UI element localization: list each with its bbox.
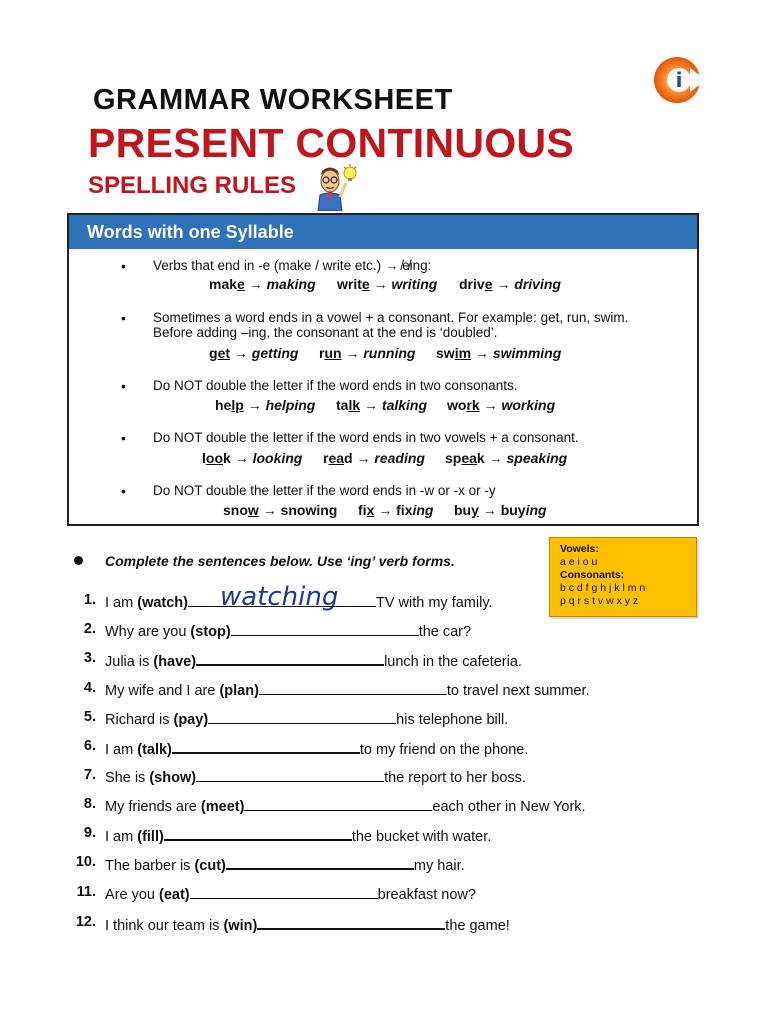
spelling-rules-box xyxy=(67,213,699,526)
sentence-number: 10. xyxy=(75,854,96,870)
verb-prompt: (have) xyxy=(153,654,197,670)
sentence-number: 7. xyxy=(83,767,96,783)
verb-prompt: (win) xyxy=(223,918,258,934)
sentence-end: the report to her boss. xyxy=(384,770,526,786)
answer-blank[interactable] xyxy=(208,709,396,724)
answer-blank[interactable] xyxy=(231,621,419,636)
rule-1-example-1: make → making xyxy=(209,276,316,292)
sentence-number: 3. xyxy=(83,650,96,666)
answer-blank[interactable] xyxy=(172,738,360,754)
sentence-text xyxy=(105,767,526,786)
answer-blank[interactable] xyxy=(259,680,447,695)
sentence-start: I am xyxy=(105,829,138,845)
sentence-text xyxy=(105,650,522,670)
sentence-text xyxy=(105,854,465,874)
teacher-lightbulb-icon xyxy=(310,163,358,211)
sentence-end: to my friend on the phone. xyxy=(359,742,529,758)
sentence-start: Why are you xyxy=(105,624,191,640)
rule-1-example-2: write → writing xyxy=(337,276,438,292)
verb-prompt: (show) xyxy=(149,770,197,786)
sentence-number: 9. xyxy=(83,825,96,841)
answer-blank[interactable] xyxy=(196,650,384,666)
sentence-text xyxy=(105,796,586,815)
rule-2-example-1: get → getting xyxy=(209,345,299,361)
sentence-number: 6. xyxy=(83,738,96,754)
answer-blank[interactable] xyxy=(164,825,352,841)
sentence-text xyxy=(105,738,528,758)
answer-blank[interactable] xyxy=(188,592,376,607)
worksheet-title: GRAMMAR WORKSHEET xyxy=(93,84,453,116)
rule-5-text: Do NOT double the letter if the word ends in -w or -x or -y xyxy=(153,483,496,498)
sentence-start: Richard is xyxy=(105,712,174,728)
bullet: • xyxy=(121,378,126,394)
rule-5-example-1: snow → snowing xyxy=(223,502,338,518)
sentence-text xyxy=(105,884,476,903)
sentence-end: TV with my family. xyxy=(375,595,493,611)
sentence-end: lunch in the cafeteria. xyxy=(384,654,522,670)
bullet: • xyxy=(121,483,126,499)
verb-prompt: (cut) xyxy=(194,858,226,874)
rule-3-example-1: help → helping xyxy=(215,397,316,413)
sentence-text xyxy=(105,914,510,934)
bullet: • xyxy=(121,310,126,326)
rule-5-example-2: fix → fixing xyxy=(358,502,434,518)
bullet: • xyxy=(121,258,126,274)
sentence-text xyxy=(105,709,508,728)
sentence-end: the bucket with water. xyxy=(351,829,492,845)
sentence-end: each other in New York. xyxy=(432,799,586,815)
sentence-text xyxy=(105,592,493,611)
rule-1-text: Verbs that end in -e (make / write etc.) → ̸e̸ing: xyxy=(153,258,432,273)
sentence-number: 11. xyxy=(76,884,96,900)
rule-1-example-3: drive → driving xyxy=(459,276,561,292)
rule-2-text: Sometimes a word ends in a vowel + a consonant. For example: get, run, swim. xyxy=(153,310,629,325)
rule-3-example-2: talk → talking xyxy=(336,397,428,413)
rule-4-example-2: read → reading xyxy=(323,450,425,466)
verb-prompt: (eat) xyxy=(159,887,190,903)
sentence-number: 8. xyxy=(83,796,96,812)
sentence-end: his telephone bill. xyxy=(396,712,509,728)
sentence-start: Are you xyxy=(105,887,159,903)
rule-5-example-3: buy → buying xyxy=(454,502,547,518)
answer-blank[interactable] xyxy=(190,884,378,899)
sentence-end: my hair. xyxy=(413,858,465,874)
rule-3-text: Do NOT double the letter if the word ends in two consonants. xyxy=(153,378,518,393)
sentence-start: I think our team is xyxy=(105,918,224,934)
rule-2-example-3: swim → swimming xyxy=(436,345,562,361)
sentence-number: 5. xyxy=(83,709,96,725)
rule-2-example-2: run → running xyxy=(319,345,416,361)
sentence-number: 2. xyxy=(83,621,96,637)
brand-logo-icon xyxy=(652,54,706,106)
letters-reference-box xyxy=(549,537,697,617)
sentence-number: 12. xyxy=(75,914,96,930)
sentence-start: Julia is xyxy=(105,654,154,670)
sentence-start: She is xyxy=(105,770,150,786)
rules-box-title: Words with one Syllable xyxy=(69,215,697,249)
subtopic-title: SPELLING RULES xyxy=(88,172,297,199)
verb-prompt: (pay) xyxy=(173,712,209,728)
verb-prompt: (talk) xyxy=(137,742,172,758)
answer-blank[interactable] xyxy=(244,796,432,811)
answer-blank[interactable] xyxy=(257,914,445,930)
rule-4-example-1: look → looking xyxy=(202,450,303,466)
sentence-end: the game! xyxy=(445,918,510,934)
topic-title: PRESENT CONTINUOUS xyxy=(88,120,575,166)
sentence-start: My wife and I are xyxy=(105,683,220,699)
sentence-start: I am xyxy=(105,742,138,758)
sentence-number: 4. xyxy=(83,680,96,696)
logo-letter: i xyxy=(675,68,683,92)
rule-4-example-3: speak → speaking xyxy=(445,450,568,466)
verb-prompt: (plan) xyxy=(219,683,259,699)
rule-2-text-2: Before adding –ing, the consonant at the end is ‘doubled’. xyxy=(153,325,498,340)
sentence-end: breakfast now? xyxy=(377,887,476,903)
sentence-text xyxy=(105,825,491,845)
answer-blank[interactable] xyxy=(226,854,414,870)
sentence-start: I am xyxy=(105,595,138,611)
verb-prompt: (meet) xyxy=(200,799,245,815)
answer-blank[interactable] xyxy=(196,767,384,782)
rule-4-text: Do NOT double the letter if the word ends in two vowels + a consonant. xyxy=(153,430,579,445)
instructions: Complete the sentences below. Use ‘ing’ verb forms. xyxy=(105,553,455,569)
vowels-label: Vowels: xyxy=(560,543,599,555)
verb-prompt: (stop) xyxy=(190,624,231,640)
sentence-end: to travel next summer. xyxy=(446,683,590,699)
sentence-number: 1. xyxy=(83,592,96,608)
consonants-label: Consonants: xyxy=(560,569,625,581)
verb-prompt: (fill) xyxy=(137,829,164,845)
sentence-text xyxy=(105,680,590,699)
bullet: • xyxy=(121,430,126,446)
sentence-start: My friends are xyxy=(105,799,201,815)
consonants-list-2: p q r s t v w x y z xyxy=(560,595,639,607)
consonants-list-1: b c d f g h j k l m n xyxy=(560,582,646,594)
sentence-start: The barber is xyxy=(105,858,195,874)
sample-answer: watching xyxy=(220,582,339,612)
vowels-list: a e i o u xyxy=(560,556,598,568)
sentence-text xyxy=(105,621,471,640)
rule-3-example-3: work → working xyxy=(447,397,556,413)
instruction-bullet xyxy=(74,556,83,565)
verb-prompt: (watch) xyxy=(137,595,188,611)
sentence-end: the car? xyxy=(418,624,472,640)
